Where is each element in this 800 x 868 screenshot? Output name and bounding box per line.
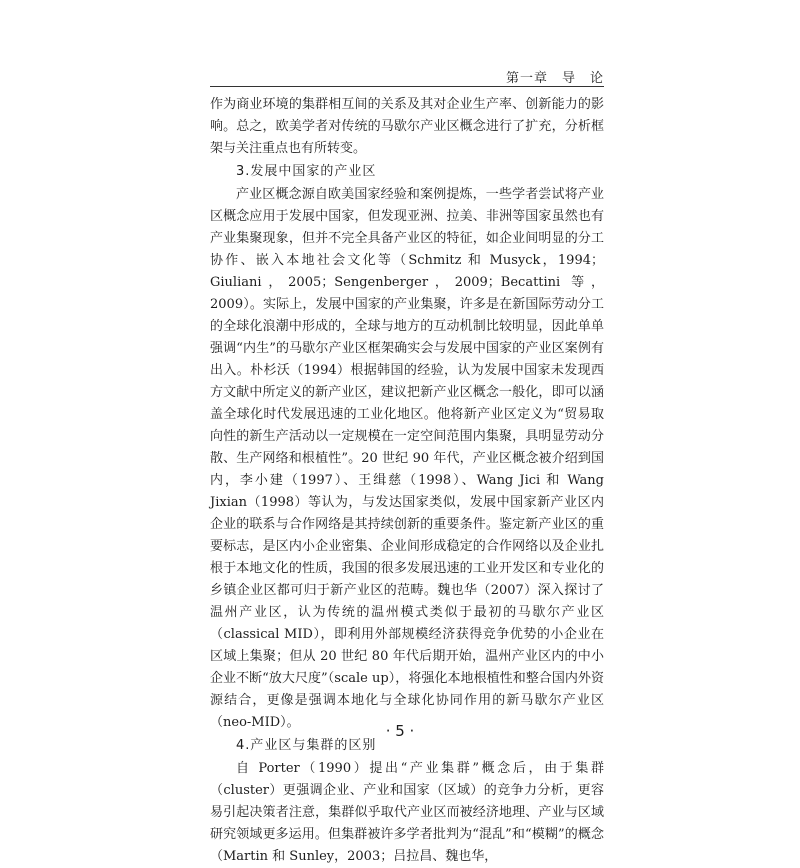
paragraph: 作为商业环境的集群相互间的关系及其对企业生产率、创新能力的影响。总之，欧美学者对传统的马歇尔产业区概念进行了扩充，分析框架与关注重点也有所转变。 xyxy=(210,97,604,156)
section-heading: 3.发展中国家的产业区 xyxy=(236,164,377,179)
paragraph: 自 Porter（1990）提出“产业集群”概念后，由于集群（cluster）更强调企业、产业和国家（区域）的竞争力分析，更容易引起决策者注意，集群似乎取代产业区而被经济地理、产业与区域研究领域更多运用。但集群被许多学者批判为“混乱”和“模糊”的概念（Martin 和 Sunley，2003；吕拉昌、魏也华， xyxy=(210,761,604,864)
header-rule xyxy=(210,86,604,87)
section-heading: 4.产业区与集群的区别 xyxy=(236,738,377,753)
running-head: 第一章 导 论 xyxy=(505,71,604,86)
page-number: · 5 · xyxy=(385,722,415,740)
body-text xyxy=(210,94,604,868)
paragraph: 产业区概念源自欧美国家经验和案例提炼，一些学者尝试将产业区概念应用于发展中国家，但发现亚洲、拉美、非洲等国家虽然也有产业集聚现象，但并不完全具备产业区的特征，如企业间明显的分工协作、嵌入本地社会文化等（Schmitz 和 Musyck，1994；Giuliani，2005；Sengenberger，2009；Becattini 等，2009）。实际上，发展中国家的产业集聚，许多是在新国际劳动分工的全球化浪潮中形成的，全球与地方的互动机制比较明显，因此单单强调“内生”的马歇尔产业区框架确实会与发展中国家的产业区案例有出入。朴杉沃（1994）根据韩国的经验，认为发展中国家未发现西方文献中所定义的新产业区，建议把新产业区概念一般化，即可以涵盖全球化时代发展迅速的工业化地区。他将新产业区定义为“贸易取向性的新生产活动以一定规模在一定空间范围内集聚，具明显劳动分散、生产网络和根植性”。20 世纪 90 年代，产业区概念被介绍到国内，李小建（1997）、王缉慈（1998）、Wang Jici 和 Wang Jixian（1998）等认为，与发达国家类似，发展中国家新产业区内企业的联系与合作网络是其持续创新的重要条件。鉴定新产业区的重要标志，是区内小企业密集、企业间形成稳定的合作网络以及企业扎根于本地文化的性质，我国的很多发展迅速的工业开发区和专业化的乡镇企业区都可归于新产业区的范畴。魏也华（2007）深入探讨了温州产业区，认为传统的温州模式类似于最初的马歇尔产业区（classical MID），即利用外部规模经济获得竞争优势的小企业在区域上集聚；但从 20 世纪 80 年代后期开始，温州产业区内的中小企业不断“放大尺度”（scale up），将强化本地根植性和整合国内外资源结合，更像是强调本地化与全球化协同作用的新马歇尔产业区（neo-MID）。 xyxy=(210,187,604,730)
